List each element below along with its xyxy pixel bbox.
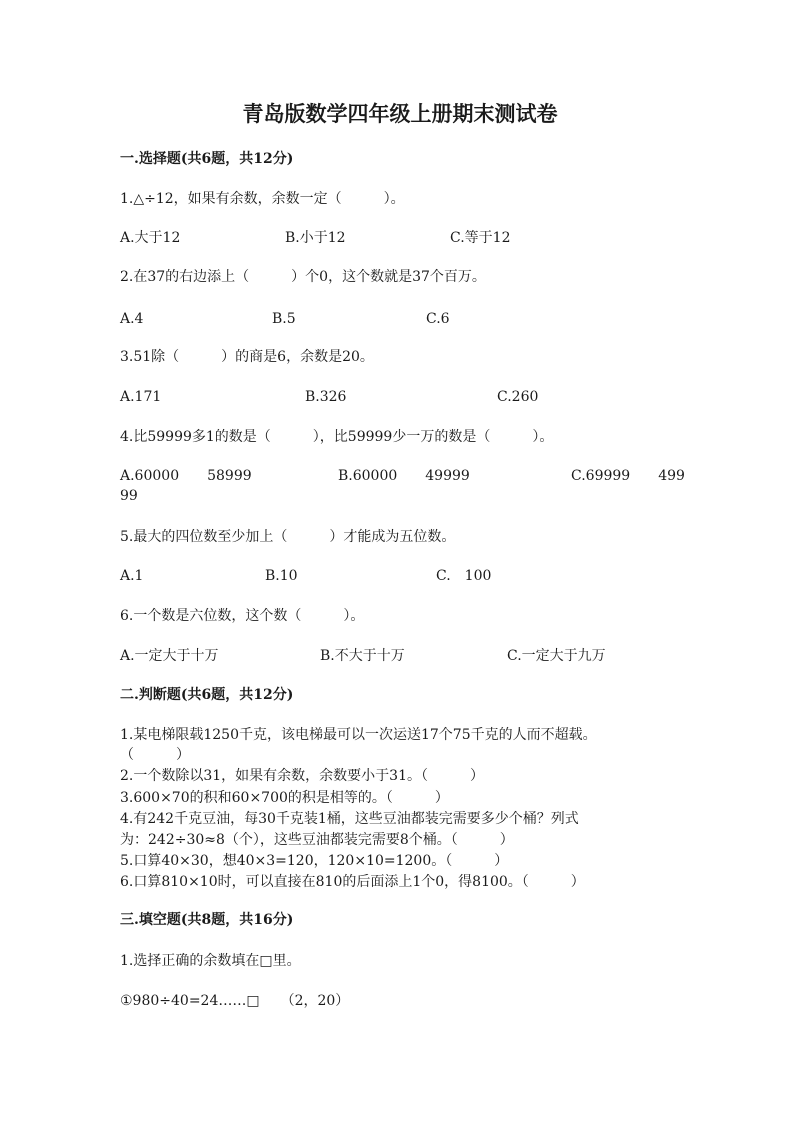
option-a: A.60000 58999	[120, 468, 252, 484]
judgement-line: 4.有242千克豆油，每30千克装1桶，这些豆油都装完需要多少个桶？列式	[120, 811, 579, 827]
option-a: A.一定大于十万	[120, 648, 219, 664]
option-b: B.326	[305, 389, 347, 405]
section-heading-choice: 一.选择题(共6题，共12分)	[120, 151, 294, 167]
question-stem: 5.最大的四位数至少加上（ ）才能成为五位数。	[120, 529, 456, 545]
judgement-line: （ ）	[120, 747, 190, 763]
question-stem: 1.△÷12，如果有余数，余数一定（ ）。	[120, 191, 405, 207]
option-b: B.小于12	[285, 230, 346, 246]
option-c: C.260	[497, 389, 539, 405]
page-title: 青岛版数学四年级上册期末测试卷	[242, 101, 558, 126]
option-wrap: 99	[120, 488, 138, 504]
judgement-line: 1.某电梯限载1250千克，该电梯最可以一次运送17个75千克的人而不超载。	[120, 727, 597, 743]
option-b: B.60000 49999	[338, 468, 470, 484]
judgement-line: 为：242÷30≈8（个），这些豆油都装完需要8个桶。（ ）	[120, 832, 514, 848]
option-c: C.6	[426, 311, 450, 327]
option-a: A.171	[120, 389, 162, 405]
question-stem: 4.比59999多1的数是（ ），比59999少一万的数是（ ）。	[120, 429, 554, 445]
option-a: A.1	[120, 568, 144, 584]
question-stem: 3.51除（ ）的商是6，余数是20。	[120, 349, 374, 365]
judgement-line: 6.口算810×10时，可以直接在810的后面添上1个0，得8100。（ ）	[120, 874, 585, 890]
option-b: B.10	[265, 568, 298, 584]
option-a: A.大于12	[120, 230, 181, 246]
option-c: C. 100	[436, 568, 492, 584]
judgement-line: 2.一个数除以31，如果有余数，余数要小于31。（ ）	[120, 768, 484, 784]
question-stem: 2.在37的右边添上（ ）个0，这个数就是37个百万。	[120, 269, 486, 285]
option-b: B.不大于十万	[320, 648, 405, 664]
section-heading-judgement: 二.判断题(共6题，共12分)	[120, 687, 294, 703]
option-b: B.5	[272, 311, 296, 327]
section-heading-fill: 三.填空题(共8题，共16分)	[120, 912, 294, 928]
fill-line: 1.选择正确的余数填在□里。	[120, 953, 301, 969]
option-a: A.4	[120, 311, 144, 327]
judgement-line: 3.600×70的积和60×700的积是相等的。（ ）	[120, 790, 449, 806]
judgement-line: 5.口算40×30，想40×3=120，120×10=1200。（ ）	[120, 853, 509, 869]
option-c: C.69999 499	[571, 468, 685, 484]
fill-line: ①980÷40=24……□ （2，20）	[120, 993, 350, 1009]
question-stem: 6.一个数是六位数，这个数（ ）。	[120, 608, 365, 624]
option-c: C.一定大于九万	[507, 648, 606, 664]
option-c: C.等于12	[450, 230, 511, 246]
